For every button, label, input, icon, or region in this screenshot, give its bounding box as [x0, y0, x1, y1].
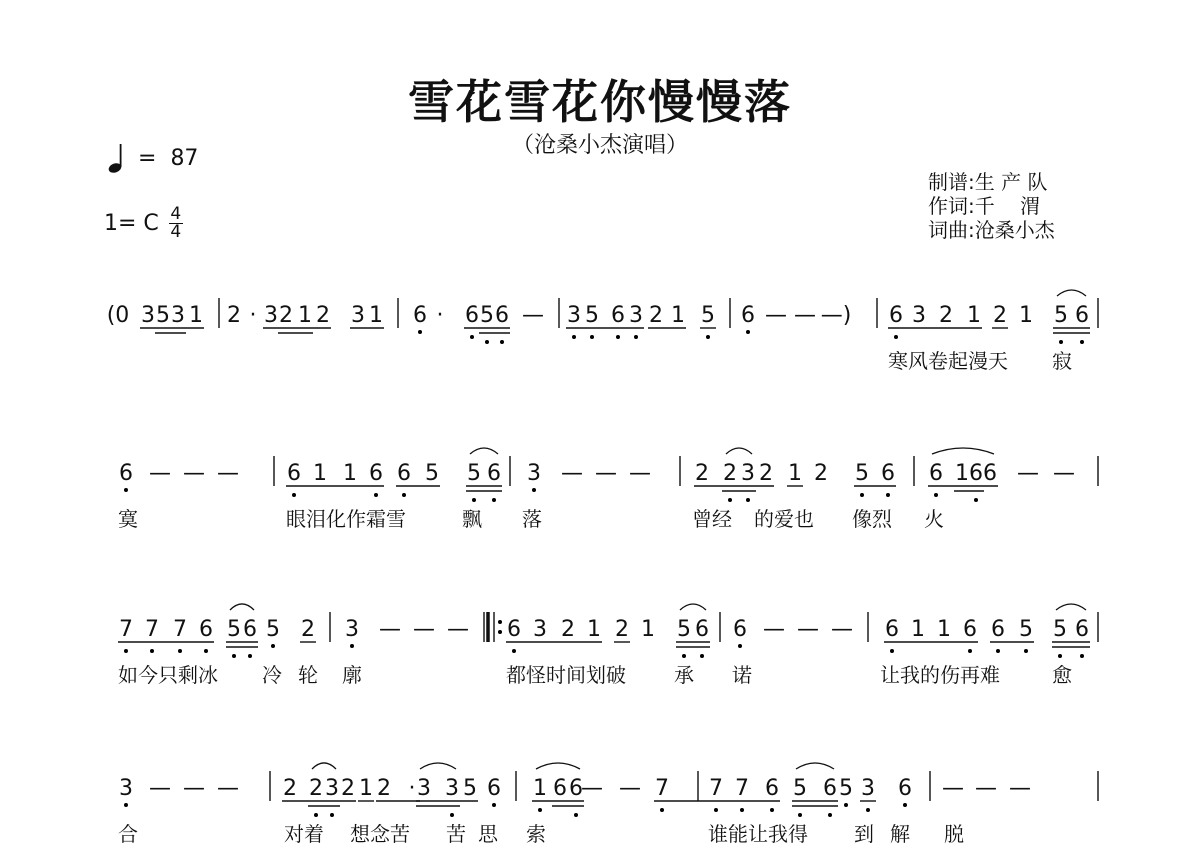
- credit-value: 千 渭: [974, 194, 1041, 218]
- low-octave-dot: [738, 644, 742, 648]
- note-digit: ·: [436, 303, 444, 328]
- note-digit: 6: [1075, 303, 1089, 328]
- credit-label: 制谱:: [928, 170, 975, 194]
- note-digit: 1: [1019, 303, 1033, 328]
- note-digit: 7: [735, 776, 749, 801]
- low-octave-dot: [512, 649, 516, 653]
- low-octave-dot: [728, 498, 732, 502]
- repeat-dot: [498, 620, 502, 624]
- note-digit: 6: [369, 461, 383, 486]
- lyric-text: 愈: [1052, 663, 1072, 687]
- note-digit: 1: [343, 461, 357, 486]
- low-octave-dot: [894, 335, 898, 339]
- low-octave-dot: [402, 493, 406, 497]
- note-digit: 2: [301, 617, 315, 642]
- note-digit: 3: [861, 776, 875, 801]
- lyric-text: 苦: [446, 822, 466, 846]
- low-octave-dot: [886, 493, 890, 497]
- note-digit: —: [413, 617, 435, 642]
- note-digit: —: [581, 776, 603, 801]
- low-octave-dot: [1058, 654, 1062, 658]
- note-digit: (0: [106, 303, 130, 328]
- note-digit: —: [595, 461, 617, 486]
- note-digit: 1: [671, 303, 685, 328]
- low-octave-dot: [418, 330, 422, 334]
- note-digit: 7: [119, 617, 133, 642]
- note-digit: 5: [1053, 617, 1067, 642]
- tempo-bpm: 87: [170, 145, 199, 171]
- note-digit: 6: [397, 461, 411, 486]
- slur-arc: [312, 763, 336, 769]
- note-digit: 1: [298, 303, 312, 328]
- note-digit: 3: [264, 303, 278, 328]
- note-digit: 2: [283, 776, 297, 801]
- slur-arc: [1056, 604, 1086, 610]
- low-octave-dot: [700, 654, 704, 658]
- note-digit: 6: [823, 776, 837, 801]
- note-digit: 5: [1054, 303, 1068, 328]
- low-octave-dot: [844, 803, 848, 807]
- note-digit: 2: [649, 303, 663, 328]
- lyric-text: 诺: [732, 663, 752, 687]
- note-digit: —: [942, 776, 964, 801]
- low-octave-dot: [1080, 340, 1084, 344]
- note-digit: 6: [695, 617, 709, 642]
- note-digit: 5: [855, 461, 869, 486]
- low-octave-dot: [860, 493, 864, 497]
- low-octave-dot: [124, 488, 128, 492]
- note-digit: 7: [655, 776, 669, 801]
- low-octave-dot: [1059, 340, 1063, 344]
- note-digit: 2: [561, 617, 575, 642]
- note-digit: 3: [533, 617, 547, 642]
- lyric-text: 飘: [462, 507, 482, 531]
- lyric-text: 如今只剩冰: [118, 663, 218, 687]
- lyric-text: 都怪时间划破: [506, 663, 626, 687]
- note-digit: 6: [983, 461, 997, 486]
- note-digit: —: [149, 461, 171, 486]
- note-digit: 7: [173, 617, 187, 642]
- note-digit: 3: [345, 617, 359, 642]
- note-digit: 2: [939, 303, 953, 328]
- slur-arc: [1057, 290, 1086, 296]
- lyric-text: 合: [118, 822, 138, 846]
- note-digit: 5: [701, 303, 715, 328]
- low-octave-dot: [124, 803, 128, 807]
- low-octave-dot: [492, 498, 496, 502]
- low-octave-dot: [150, 649, 154, 653]
- note-digit: 2: [227, 303, 241, 328]
- note-digit: 5: [227, 617, 241, 642]
- note-digit: 3: [141, 303, 155, 328]
- lyric-text: 让我的伤再难: [880, 663, 1000, 687]
- note-digit: 6: [487, 461, 501, 486]
- note-digit: 6: [119, 461, 133, 486]
- note-digit: 5: [585, 303, 599, 328]
- note-digit: —: [1053, 461, 1075, 486]
- lyric-text: 索: [526, 822, 546, 846]
- note-digit: 1: [788, 461, 802, 486]
- note-digit: 1: [189, 303, 203, 328]
- note-digit: 2: [341, 776, 355, 801]
- note-digit: 6: [507, 617, 521, 642]
- note-digit: 6: [243, 617, 257, 642]
- note-digit: 6: [465, 303, 479, 328]
- note-digit: —: [975, 776, 997, 801]
- slur-arc: [726, 448, 752, 454]
- low-octave-dot: [798, 813, 802, 817]
- low-octave-dot: [330, 813, 334, 817]
- note-digit: 6: [733, 617, 747, 642]
- low-octave-dot: [374, 493, 378, 497]
- credit-label: 作词:: [928, 194, 975, 218]
- lyric-text: 寂: [1052, 349, 1072, 373]
- low-octave-dot: [450, 813, 454, 817]
- low-octave-dot: [828, 813, 832, 817]
- note-digit: 1: [533, 776, 547, 801]
- low-octave-dot: [740, 808, 744, 812]
- slur-arc: [932, 448, 994, 454]
- note-digit: —: [763, 617, 785, 642]
- note-digit: 6: [495, 303, 509, 328]
- note-digit: 6: [199, 617, 213, 642]
- note-digit: 1: [313, 461, 327, 486]
- note-digit: 1: [937, 617, 951, 642]
- slur-arc: [420, 763, 456, 769]
- note-digit: 6: [569, 776, 583, 801]
- low-octave-dot: [574, 813, 578, 817]
- note-digit: 2: [309, 776, 323, 801]
- lyric-text: 寞: [118, 507, 138, 531]
- note-digit: —: [379, 617, 401, 642]
- note-digit: 3: [445, 776, 459, 801]
- lyric-text: 像烈: [852, 507, 892, 531]
- credit-value: 沧桑小杰: [974, 218, 1055, 242]
- low-octave-dot: [706, 335, 710, 339]
- note-digit: —: [149, 776, 171, 801]
- repeat-dot: [498, 630, 502, 634]
- slur-arc: [470, 448, 498, 454]
- low-octave-dot: [485, 340, 489, 344]
- credit-label: 词曲:: [928, 218, 975, 242]
- note-digit: 6: [287, 461, 301, 486]
- note-digit: 3: [171, 303, 185, 328]
- lyric-text: 落: [522, 507, 542, 531]
- note-digit: —: [522, 303, 544, 328]
- low-octave-dot: [770, 808, 774, 812]
- low-octave-dot: [500, 340, 504, 344]
- time-signature-bottom: 4: [170, 222, 182, 242]
- note-digit: —: [794, 303, 816, 328]
- note-digit: —: [1017, 461, 1039, 486]
- note-digit: 2: [316, 303, 330, 328]
- note-digit: —: [629, 461, 651, 486]
- low-octave-dot: [866, 808, 870, 812]
- low-octave-dot: [1080, 654, 1084, 658]
- note-digit: —: [831, 617, 853, 642]
- low-octave-dot: [492, 803, 496, 807]
- low-octave-dot: [714, 808, 718, 812]
- low-octave-dot: [590, 335, 594, 339]
- note-digit: 6: [889, 303, 903, 328]
- song-title: 雪花雪花你慢慢落: [408, 75, 792, 129]
- note-digit: —): [820, 303, 852, 328]
- lyric-text: 轮: [298, 663, 318, 687]
- lyric-text: 冷: [262, 663, 282, 687]
- low-octave-dot: [996, 649, 1000, 653]
- low-octave-dot: [472, 498, 476, 502]
- note-digit: —: [619, 776, 641, 801]
- lyric-text: 承: [674, 663, 694, 687]
- low-octave-dot: [232, 654, 236, 658]
- credit-value: 生 产 队: [974, 170, 1048, 194]
- note-digit: —: [1009, 776, 1031, 801]
- note-digit: 5: [839, 776, 853, 801]
- low-octave-dot: [934, 493, 938, 497]
- low-octave-dot: [682, 654, 686, 658]
- lyric-text: 火: [924, 507, 944, 531]
- low-octave-dot: [532, 488, 536, 492]
- key-label: 1= C: [104, 211, 159, 236]
- low-octave-dot: [746, 330, 750, 334]
- low-octave-dot: [903, 803, 907, 807]
- note-digit: 6: [1075, 617, 1089, 642]
- low-octave-dot: [292, 493, 296, 497]
- low-octave-dot: [660, 808, 664, 812]
- note-digit: —: [447, 617, 469, 642]
- low-octave-dot: [178, 649, 182, 653]
- note-digit: —: [797, 617, 819, 642]
- note-digit: —: [183, 461, 205, 486]
- note-digit: 2: [814, 461, 828, 486]
- note-digit: 2: [377, 776, 391, 801]
- low-octave-dot: [204, 649, 208, 653]
- note-digit: —: [765, 303, 787, 328]
- slur-arc: [796, 763, 834, 769]
- note-digit: 2: [759, 461, 773, 486]
- note-digit: 5: [677, 617, 691, 642]
- low-octave-dot: [616, 335, 620, 339]
- note-digit: 3: [527, 461, 541, 486]
- low-octave-dot: [350, 644, 354, 648]
- low-octave-dot: [968, 649, 972, 653]
- lyric-text: 曾经: [692, 507, 732, 531]
- lyric-text: 廓: [342, 663, 362, 687]
- note-digit: 1: [967, 303, 981, 328]
- note-digit: 3: [417, 776, 431, 801]
- note-digit: 1: [587, 617, 601, 642]
- performer-subtitle: （沧桑小杰演唱）: [511, 133, 688, 158]
- note-digit: 6: [487, 776, 501, 801]
- lyric-text: 谁能让我得: [708, 822, 808, 846]
- note-digit: 1: [955, 461, 969, 486]
- note-digit: 2: [279, 303, 293, 328]
- low-octave-dot: [271, 644, 275, 648]
- note-digit: 5: [463, 776, 477, 801]
- lyric-text: 想念苦: [350, 822, 410, 846]
- note-digit: 3: [351, 303, 365, 328]
- low-octave-dot: [314, 813, 318, 817]
- lyric-text: 对着: [284, 822, 324, 846]
- low-octave-dot: [572, 335, 576, 339]
- note-digit: 5: [266, 617, 280, 642]
- note-digit: 7: [709, 776, 723, 801]
- lyric-text: 思: [478, 822, 498, 846]
- low-octave-dot: [538, 808, 542, 812]
- note-digit: 5: [793, 776, 807, 801]
- lyric-text: 解: [890, 822, 910, 846]
- low-octave-dot: [124, 649, 128, 653]
- low-octave-dot: [746, 498, 750, 502]
- note-digit: 1: [369, 303, 383, 328]
- time-signature-top: 4: [170, 204, 182, 224]
- note-digit: 7: [145, 617, 159, 642]
- note-digit: ·: [408, 776, 416, 801]
- note-digit: 6: [969, 461, 983, 486]
- note-digit: 3: [741, 461, 755, 486]
- note-digit: 6: [929, 461, 943, 486]
- note-digit: 2: [993, 303, 1007, 328]
- low-octave-dot: [470, 335, 474, 339]
- note-digit: 1: [641, 617, 655, 642]
- note-digit: 6: [885, 617, 899, 642]
- low-octave-dot: [1024, 649, 1028, 653]
- note-digit: —: [217, 461, 239, 486]
- lyric-text: 寒风卷起漫天: [888, 349, 1008, 373]
- lyric-text: 眼泪化作霜雪: [286, 507, 406, 531]
- tempo-equals: =: [138, 145, 157, 171]
- note-digit: 3: [912, 303, 926, 328]
- note-digit: 2: [695, 461, 709, 486]
- note-digit: 5: [480, 303, 494, 328]
- note-digit: 2: [723, 461, 737, 486]
- slur-arc: [680, 604, 706, 610]
- note-digit: 6: [765, 776, 779, 801]
- lyric-text: 到: [854, 822, 874, 846]
- note-digit: 3: [325, 776, 339, 801]
- lyric-text: 的爱也: [754, 507, 814, 531]
- note-digit: 6: [611, 303, 625, 328]
- note-digit: 1: [359, 776, 373, 801]
- low-octave-dot: [634, 335, 638, 339]
- low-octave-dot: [890, 649, 894, 653]
- slur-arc: [536, 763, 580, 769]
- low-octave-dot: [248, 654, 252, 658]
- note-digit: 5: [156, 303, 170, 328]
- note-digit: ·: [249, 303, 257, 328]
- slur-arc: [230, 604, 254, 610]
- note-digit: 6: [963, 617, 977, 642]
- note-digit: 2: [615, 617, 629, 642]
- note-digit: 5: [467, 461, 481, 486]
- note-digit: 6: [898, 776, 912, 801]
- note-digit: 3: [567, 303, 581, 328]
- note-digit: 5: [1019, 617, 1033, 642]
- note-digit: 3: [629, 303, 643, 328]
- note-digit: 6: [553, 776, 567, 801]
- low-octave-dot: [974, 498, 978, 502]
- lyric-text: 脱: [944, 822, 964, 846]
- note-digit: 1: [911, 617, 925, 642]
- note-digit: 6: [991, 617, 1005, 642]
- note-digit: 6: [413, 303, 427, 328]
- note-digit: 6: [741, 303, 755, 328]
- note-digit: —: [561, 461, 583, 486]
- note-digit: —: [183, 776, 205, 801]
- note-digit: 5: [425, 461, 439, 486]
- note-digit: —: [217, 776, 239, 801]
- note-digit: 3: [119, 776, 133, 801]
- note-digit: 6: [881, 461, 895, 486]
